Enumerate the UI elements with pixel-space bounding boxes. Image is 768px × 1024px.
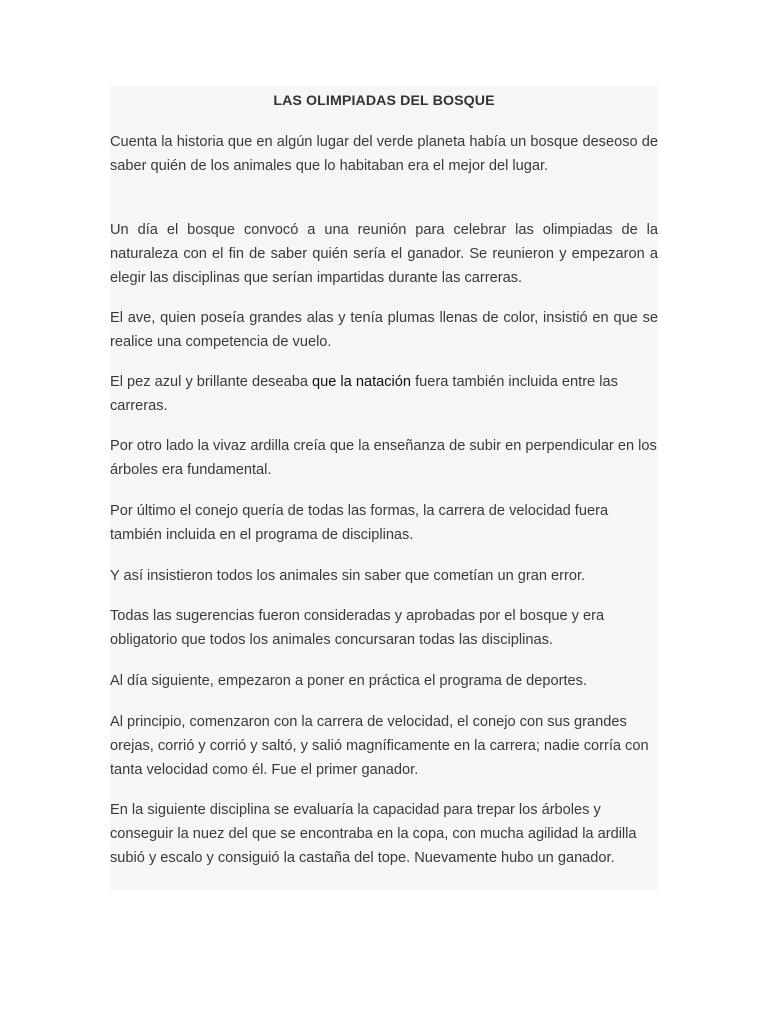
text-block — [110, 86, 658, 890]
paragraph-9: Al día siguiente, empezaron a poner en práctica el programa de deportes. — [110, 673, 588, 689]
paragraph-3: El ave, quien poseía grandes alas y tenía plumas llenas de color, insistió en que se realice una competencia de vuelo. — [110, 310, 658, 350]
document-title: LAS OLIMPIADAS DEL BOSQUE — [273, 93, 495, 109]
paragraph-6: Por último el conejo quería de todas las formas, la carrera de velocidad fuera también incluida en el programa de disciplinas. — [110, 503, 609, 543]
paragraph-4-text-before: El pez azul y brillante deseaba — [110, 374, 313, 390]
paragraph-11: En la siguiente disciplina se evaluaría la capacidad para trepar los árboles y conseguir la nuez del que se encontraba en la copa, con mucha agilidad la ardilla subió y escalo y consiguió la castaña del tope. Nuevamente hubo un ganador. — [110, 802, 637, 866]
paragraph-1: Cuenta la historia que en algún lugar del verde planeta había un bosque deseoso de saber quién de los animales que lo habitaban era el mejor del lugar. — [110, 134, 658, 174]
paragraph-4 — [110, 370, 658, 418]
paragraph-2: Un día el bosque convocó a una reunión para celebrar las olimpiadas de la naturaleza con el fin de saber quién sería el ganador. Se reunieron y empezaron a elegir las disciplinas que serían impartidas durante las carreras. — [110, 222, 658, 286]
paragraph-10: Al principio, comenzaron con la carrera de velocidad, el conejo con sus grandes orejas, corrió y corrió y saltó, y salió magníficamente en la carrera; nadie corría con tanta velocidad como él. Fue el primer ganador. — [110, 714, 649, 778]
paragraph-4-text-after: fuera también incluida entre las carreras. — [110, 374, 618, 414]
paragraph-5: Por otro lado la vivaz ardilla creía que la enseñanza de subir en perpendicular en los árboles era fundamental. — [110, 438, 657, 478]
paragraph-7: Y así insistieron todos los animales sin saber que cometían un gran error. — [110, 568, 586, 584]
paragraph-4-highlight: que la natación — [312, 374, 412, 390]
paragraph-8: Todas las sugerencias fueron consideradas y aprobadas por el bosque y era obligatorio que todos los animales concursaran todas las disciplinas. — [110, 608, 605, 648]
